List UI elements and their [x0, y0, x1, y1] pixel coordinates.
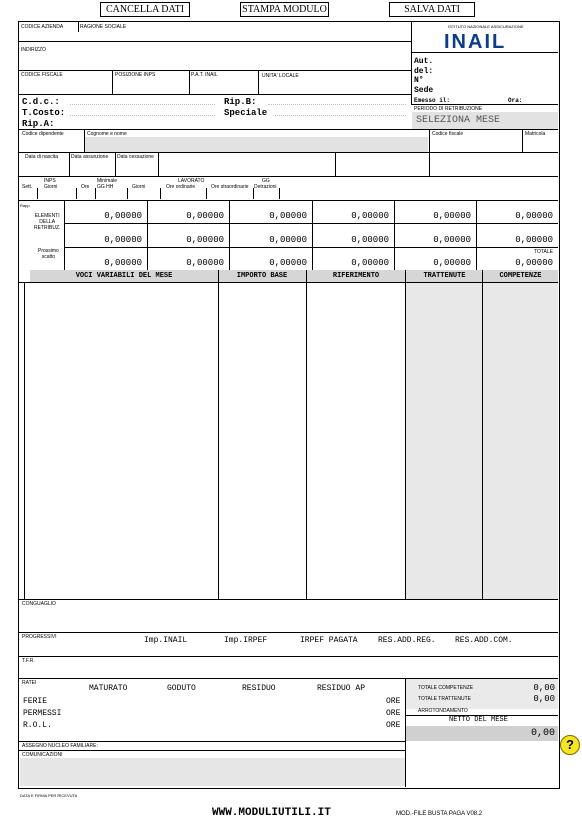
- totale-competenze-value: 0,00: [533, 683, 555, 693]
- salva-dati-button[interactable]: SALVA DATI: [389, 2, 475, 17]
- assegno-nucleo-label: ASSEGNO NUCLEO FAMILIARE:: [22, 743, 98, 749]
- ore-ordinarie-label: Ore ordinarie: [166, 184, 196, 190]
- totale-trattenute-label: TOTALE TRATTENUTE: [418, 696, 471, 702]
- help-icon[interactable]: ?: [560, 735, 580, 755]
- periodo-label: PERIODO DI RETRIBUZIONE: [414, 106, 483, 112]
- ferie-ore-unit: ORE: [386, 697, 401, 706]
- elements-cell[interactable]: 0,00000: [269, 258, 307, 268]
- elements-cell[interactable]: 0,00000: [351, 235, 389, 245]
- cognome-nome-field[interactable]: [85, 137, 428, 152]
- posizione-inps-label: POSIZIONE INPS: [115, 72, 156, 78]
- cancella-dati-button[interactable]: CANCELLA DATI: [100, 2, 190, 17]
- inail-wordmark: INAIL: [444, 31, 507, 53]
- cdc-label: C.d.c.:: [22, 97, 60, 107]
- maturato-header: MATURATO: [89, 684, 128, 693]
- elements-cell[interactable]: 0,00000: [186, 235, 224, 245]
- residuo-header: RESIDUO: [242, 684, 276, 693]
- detrazioni-label: Detrazioni: [254, 184, 277, 190]
- codice-azienda-label: CODICE AZIENDA: [21, 24, 64, 30]
- elements-cell[interactable]: 0,00000: [104, 258, 142, 268]
- giorni-lavorato-label: Giorni: [132, 184, 146, 190]
- permessi-label: PERMESSI: [23, 709, 62, 718]
- netto-del-mese-value: 0,00: [530, 728, 555, 739]
- codice-fiscale-azienda-label: CODICE FISCALE: [21, 72, 63, 78]
- numero-label: N°: [414, 76, 424, 85]
- netto-del-mese-label: NETTO DEL MESE: [449, 716, 508, 724]
- irpef-pagata-label: IRPEF PAGATA: [300, 636, 358, 645]
- cognome-nome-label: Cognome e nome: [87, 131, 127, 137]
- data-cessazione-label: Data cessazione: [117, 154, 154, 160]
- elements-cell[interactable]: 0,00000: [351, 211, 389, 221]
- elements-cell[interactable]: 0,00000: [515, 258, 553, 268]
- res-add-com-label: RES.ADD.COM.: [455, 636, 513, 645]
- data-nascita-label: Data di nascita: [25, 154, 59, 160]
- elements-cell[interactable]: 0,00000: [515, 211, 553, 221]
- model-version-label: MOD.-FILE BUSTA PAGA V08.2: [396, 811, 483, 817]
- tfr-label: T.F.R.: [22, 658, 35, 664]
- residuo-ap-header: RESIDUO AP: [317, 684, 366, 693]
- trattenute-header: TRATTENUTE: [423, 272, 466, 280]
- elements-cell[interactable]: 0,00000: [186, 211, 224, 221]
- ripb-label: Rip.B:: [224, 97, 257, 107]
- pat-inail-label: P.A.T. INAIL: [191, 72, 218, 78]
- netto-del-mese-field: [406, 726, 558, 741]
- giorni-label: Giorni: [44, 184, 58, 190]
- codice-dipendente-label: Codice dipendente: [22, 131, 64, 137]
- seleziona-mese-select[interactable]: SELEZIONA MESE: [412, 112, 558, 129]
- res-add-reg-label: RES.ADD.REG.: [378, 636, 436, 645]
- ferie-label: FERIE: [23, 697, 48, 706]
- sett-label: Sett.: [22, 184, 33, 190]
- comunicazioni-label: COMUNICAZIONI: [22, 752, 63, 758]
- elements-cell[interactable]: 0,00000: [104, 211, 142, 221]
- progressivi-label: PROGRESSIVI: [22, 634, 57, 640]
- conguaglio-label: CONGUAGLIO: [22, 601, 56, 607]
- codice-fiscale-dipendente-label: Codice fiscale: [432, 131, 464, 137]
- ore-label: Ore: [81, 184, 90, 190]
- inps-label: INPS: [44, 178, 56, 184]
- emesso-label: Emesso il:: [414, 97, 451, 104]
- elements-cell[interactable]: 0,00000: [269, 211, 307, 221]
- speciale-label: Speciale: [224, 108, 268, 118]
- tcosto-label: T.Costo:: [22, 108, 66, 118]
- ragione-sociale-label: RAGIONE SOCIALE: [80, 24, 127, 30]
- rol-label: R.O.L.: [23, 721, 52, 730]
- matricola-label: Matricola: [525, 131, 546, 137]
- indirizzo-label: INDIRIZZO: [21, 47, 46, 53]
- firma-label: DATA E FIRMA PER RICEVUTA: [20, 793, 78, 798]
- totale-competenze-label: TOTALE COMPETENZE: [418, 685, 474, 691]
- imp-inail-label: Imp.INAIL: [144, 636, 188, 645]
- elements-cell[interactable]: 0,00000: [433, 211, 471, 221]
- imp-irpef-label: Imp.IRPEF: [224, 636, 268, 645]
- elements-cell[interactable]: 0,00000: [433, 235, 471, 245]
- gg-hh-label: GG HH: [97, 184, 114, 190]
- gg-label: GG: [262, 178, 270, 184]
- elements-cell[interactable]: 0,00000: [104, 235, 142, 245]
- ora-label: Ora:: [508, 97, 523, 104]
- lavorato-label: LAVORATO: [178, 178, 205, 184]
- ripa-label: Rip.A:: [22, 119, 55, 129]
- sede-label: Sede: [414, 86, 434, 95]
- goduto-header: GODUTO: [167, 684, 196, 693]
- totale-label: TOTALE: [534, 249, 553, 255]
- rol-ore-unit: ORE: [386, 721, 401, 730]
- elements-cell[interactable]: 0,00000: [186, 258, 224, 268]
- inail-logo: ISTITUTO NAZIONALE ASSICURAZIONE INAIL: [444, 24, 524, 53]
- comunicazioni-field[interactable]: [20, 758, 405, 786]
- elements-cell[interactable]: 0,00000: [515, 235, 553, 245]
- riferimento-header: RIFERIMENTO: [332, 272, 380, 280]
- aut-label: Aut.: [414, 57, 434, 66]
- elements-cell[interactable]: 0,00000: [269, 235, 307, 245]
- ratei-label: RATEI: [22, 680, 37, 686]
- unita-locale-label: UNITA' LOCALE: [262, 73, 299, 79]
- elements-cell[interactable]: 0,00000: [351, 258, 389, 268]
- prossimo-scatto-label: Prossimo scatto: [38, 248, 59, 260]
- arrotondamento-label: ARROTONDAMENTO: [418, 708, 468, 714]
- voci-variabili-header: VOCI VARIABILI DEL MESE: [75, 272, 173, 280]
- importo-base-header: IMPORTO BASE: [236, 272, 288, 280]
- stampa-modulo-button[interactable]: STAMPA MODULO: [240, 2, 329, 17]
- permessi-ore-unit: ORE: [386, 709, 401, 718]
- minimale-label: Minimale: [97, 178, 118, 184]
- elementi-retribuzione-label: ELEMENTI DELLA RETRIBUZ.: [34, 213, 61, 231]
- competenze-header: COMPETENZE: [499, 272, 542, 280]
- del-label: del:: [414, 67, 434, 76]
- website-link[interactable]: WWW.MODULIUTILI.IT: [212, 807, 331, 819]
- elements-cell[interactable]: 0,00000: [433, 258, 471, 268]
- rapp-label: Rapp.: [20, 203, 31, 208]
- totale-trattenute-value: 0,00: [533, 694, 555, 704]
- ore-straordinarie-label: Ore straordinarie: [211, 184, 249, 190]
- data-assunzione-label: Data assunzione: [71, 154, 109, 160]
